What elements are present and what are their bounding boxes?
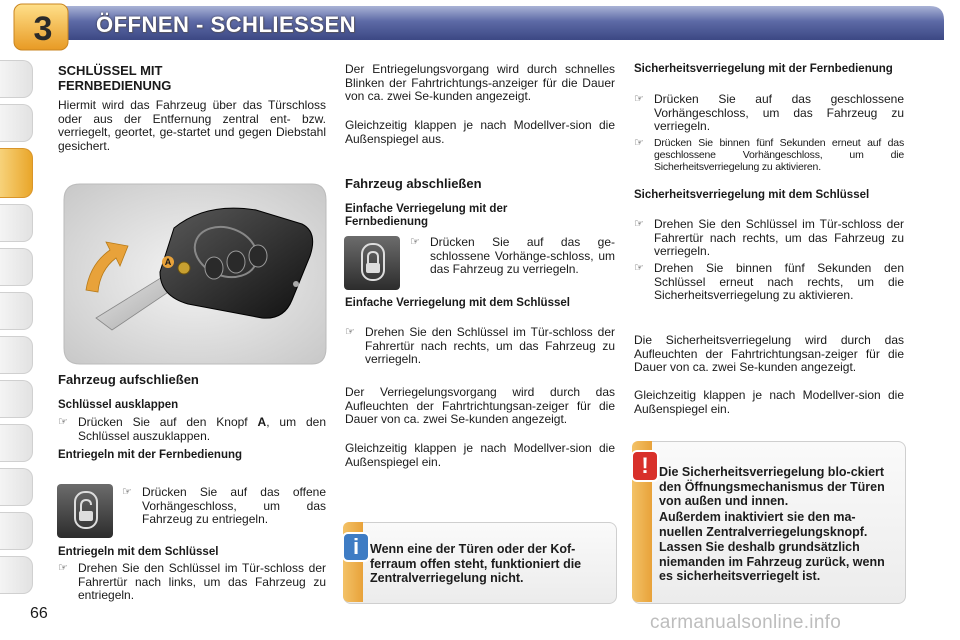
chapter-tab-7[interactable]: [0, 336, 33, 374]
chapter-tab-10[interactable]: [0, 468, 33, 506]
subtitle-simple-key-lock: Einfache Verriegelung mit dem Schlüssel: [345, 297, 570, 309]
bullet-deadlock-remote-1: [634, 93, 904, 134]
deadlock-key-text-2: Drehen Sie binnen fünf Sekunden den Schlüssel erneut nach rechts, um die Sicherheitsverriegelung zu aktivieren.: [654, 261, 904, 302]
bullet-hand-icon: ☞: [58, 562, 68, 574]
fold-bullet-text-b: , um den Schlüssel auszuklappen.: [78, 415, 326, 443]
watermark: carmanualsonline.info: [650, 612, 842, 633]
bullet-hand-icon: ☞: [634, 218, 644, 230]
chapter-tab-2[interactable]: [0, 104, 33, 142]
warning-text-2: Außerdem inaktiviert sie den ma-nuellen Zentralverriegelungsknopf.: [659, 510, 868, 539]
bullet-hand-icon: ☞: [634, 137, 644, 149]
bullet-hand-icon: ☞: [634, 93, 644, 105]
deadlock-remote-text-2: Drücken Sie binnen fünf Sekunden erneut auf das geschlossene Vorhängeschloss, um die Sicherheitsverriegelung zu aktivieren.: [654, 137, 904, 173]
chapter-tabs: [0, 60, 36, 620]
deadlock-signal-paragraph: Die Sicherheitsverriegelung wird durch das Aufleuchten der Fahrtrichtungsan-zeiger für die Dauer von ca. zwei Se-kunden angezeigt.: [634, 333, 904, 374]
bullet-hand-icon: ☞: [345, 326, 355, 338]
chapter-tab-8[interactable]: [0, 380, 33, 418]
fold-bullet-key: A: [257, 415, 267, 429]
subtitle-key-unlock: Entriegeln mit dem Schlüssel: [58, 546, 219, 558]
subtitle-fold-key: Schlüssel ausklappen: [58, 399, 179, 411]
bullet-remote-unlock: [122, 486, 326, 527]
bullet-deadlock-key-2: [634, 262, 904, 303]
section-title-remote-key: SCHLÜSSEL MIT FERNBEDIENUNG: [58, 63, 172, 93]
intro-paragraph: Hiermit wird das Fahrzeug über das Türschloss oder aus der Entfernung zentral ent- bzw. verriegelt, geortet, ge-startet und gegen Diebstahl gesichert.: [58, 98, 326, 153]
bullet-hand-icon: ☞: [58, 416, 68, 428]
subtitle-deadlock-remote: Sicherheitsverriegelung mit der Fernbedienung: [634, 63, 893, 75]
simple-remote-lock-text: Drücken Sie auf das ge-schlossene Vorhänge-schloss, um das Fahrzeug zu verriegeln.: [430, 235, 615, 276]
key-illustration: [56, 180, 328, 368]
mirrors-unfold-paragraph: Gleichzeitig klappen je nach Modellver-sion die Außenspiegel aus.: [345, 118, 615, 146]
mirrors-fold-paragraph: Gleichzeitig klappen je nach Modellver-sion die Außenspiegel ein.: [345, 441, 615, 469]
bullet-fold-key: [58, 416, 326, 443]
closed-padlock-button-icon: [344, 236, 400, 290]
lock-signal-paragraph: Der Verriegelungsvorgang wird durch das Aufleuchten der Fahrtrichtungsan-zeiger für die Dauer von ca. zwei Se-kunden angezeigt.: [345, 385, 615, 426]
bullet-hand-icon: ☞: [634, 262, 644, 274]
page-title: ÖFFNEN - SCHLIESSEN: [96, 12, 357, 37]
bullet-hand-icon: ☞: [122, 486, 132, 498]
chapter-tab-4[interactable]: [0, 204, 33, 242]
fold-bullet-text-a: Drücken Sie auf den Knopf: [78, 415, 258, 429]
chapter-tab-1[interactable]: [0, 60, 33, 98]
info-icon: i: [342, 532, 370, 562]
open-padlock-button-icon: [57, 484, 113, 538]
section-title-lock: Fahrzeug abschließen: [345, 176, 482, 191]
warning-text-1: Die Sicherheitsverriegelung blo-ckiert den Öffnungsmechanismus der Türen von außen und innen.: [659, 465, 885, 508]
bullet-simple-remote-lock: [410, 236, 615, 277]
bullet-deadlock-key-1: [634, 218, 904, 259]
key-button-a-label: A: [162, 256, 174, 268]
warning-text-3: Lassen Sie deshalb grundsätzlich niemanden im Fahrzeug zurück, wenn es sicherheitsverriegelt ist.: [659, 540, 885, 583]
unlock-signal-paragraph: Der Entriegelungsvorgang wird durch schnelles Blinken der Fahrtrichtungs-anzeiger für die Dauer von ca. zwei Se-kunden angezeigt.: [345, 62, 615, 103]
chapter-number: 3: [33, 10, 53, 48]
deadlock-remote-text-1: Drücken Sie auf das geschlossene Vorhängeschloss, um das Fahrzeug zu verriegeln.: [654, 92, 904, 133]
key-unlock-text: Drehen Sie den Schlüssel im Tür-schloss der Fahrertür nach links, um das Fahrzeug zu entriegeln.: [78, 561, 326, 602]
chapter-tab-12[interactable]: [0, 556, 33, 594]
bullet-simple-key-lock: [345, 326, 615, 367]
bullet-key-unlock: [58, 562, 326, 603]
chapter-tab-active[interactable]: [0, 148, 33, 198]
chapter-tab-6[interactable]: [0, 292, 33, 330]
chapter-tab-5[interactable]: [0, 248, 33, 286]
bullet-deadlock-remote-2: [634, 137, 904, 173]
warning-icon: !: [631, 450, 659, 482]
bullet-hand-icon: ☞: [410, 236, 420, 248]
remote-unlock-text: Drücken Sie auf das offene Vorhängeschloss, um das Fahrzeug zu entriegeln.: [142, 485, 326, 526]
subtitle-deadlock-key: Sicherheitsverriegelung mit dem Schlüssel: [634, 189, 870, 201]
chapter-tab-9[interactable]: [0, 424, 33, 462]
info-note-text: Wenn eine der Türen oder der Kof-ferraum offen steht, funktioniert die Zentralverriegelung nicht.: [370, 542, 582, 585]
simple-key-lock-text: Drehen Sie den Schlüssel im Tür-schloss der Fahrertür nach rechts, um das Fahrzeug zu verriegeln.: [365, 325, 615, 366]
section-title-unlock: Fahrzeug aufschließen: [58, 372, 199, 387]
page-number: 66: [30, 605, 48, 622]
subtitle-simple-remote-lock: Einfache Verriegelung mit der Fernbedienung: [345, 203, 508, 228]
subtitle-remote-unlock: Entriegeln mit der Fernbedienung: [58, 449, 243, 461]
chapter-tab-11[interactable]: [0, 512, 33, 550]
deadlock-key-text-1: Drehen Sie den Schlüssel im Tür-schloss der Fahrertür nach rechts, um das Fahrzeug zu verriegeln.: [654, 217, 904, 258]
deadlock-mirrors-paragraph: Gleichzeitig klappen je nach Modellver-sion die Außenspiegel ein.: [634, 388, 904, 416]
